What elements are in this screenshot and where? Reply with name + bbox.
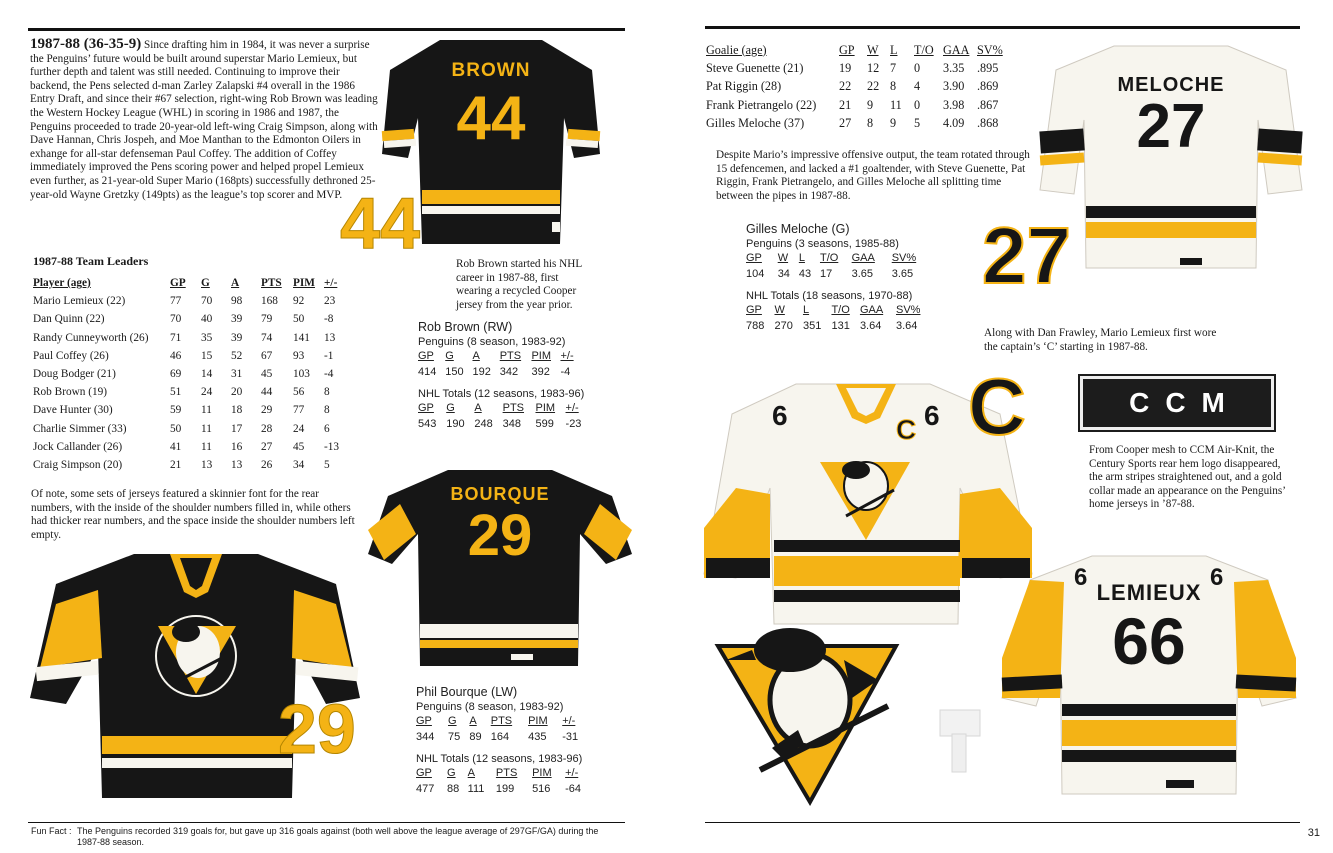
leader-stat-cell: 18 <box>231 404 243 417</box>
leader-stat-cell: -8 <box>324 313 334 326</box>
goalie-stat-cell: .868 <box>977 115 999 130</box>
leader-stat-cell: 67 <box>261 349 273 362</box>
h: PIM <box>535 402 556 414</box>
goalie-row <box>706 78 1006 96</box>
goalie-stat-cell: 7 <box>890 60 897 75</box>
leader-stat-cell: 24 <box>293 422 305 435</box>
goalie-stat-cell: 19 <box>839 60 852 75</box>
leader-name-cell: Randy Cunneyworth (26) <box>33 331 149 344</box>
leader-stat-cell: 27 <box>261 440 273 453</box>
h: W <box>774 304 785 316</box>
goalie-paragraph: Despite Mario’s impressive offensive output, the team rotated through 15 defencemen, and lacked a #1 goaltender, with Steve Guenette, Pat Riggin, Frank Pietrangelo, and Gilles Meloche all splitting time between the pipes in 1987-88. <box>716 149 1030 202</box>
leader-name-cell: Paul Coffey (26) <box>33 349 109 362</box>
leader-stat-cell: 20 <box>231 386 243 399</box>
leader-stat-cell: 26 <box>261 458 273 471</box>
v: 342 <box>499 366 519 378</box>
penguin-crest-image <box>712 620 902 806</box>
leader-row <box>33 292 345 310</box>
v: 435 <box>528 731 547 743</box>
h: PTS <box>495 767 518 779</box>
bourque-pens-table <box>416 713 590 745</box>
goalie-name-cell: Frank Pietrangelo (22) <box>706 97 817 112</box>
leader-stat-cell: 8 <box>324 386 330 399</box>
white-front-shoulder-left: 6 <box>772 400 788 431</box>
col-gp: GP <box>839 42 855 57</box>
lemieux-shoulder-right: 6 <box>1210 564 1224 591</box>
goalie-stat-cell: 22 <box>839 79 852 94</box>
h: PTS <box>502 402 525 414</box>
jersey-note: Of note, some sets of jerseys featured a skinnier font for the rear numbers, with the inside of the shoulder numbers filled in, while others had thicker rear numbers, and the space inside the shoulder numbers left empty. <box>31 488 355 541</box>
h: PIM <box>531 350 552 362</box>
goalie-stat-cell: 0 <box>914 97 921 112</box>
leader-stat-cell: 15 <box>201 349 213 362</box>
leader-stat-cell: 51 <box>170 386 182 399</box>
h: PTS <box>490 715 513 727</box>
leader-stat-cell: 13 <box>201 458 213 471</box>
meloche-nhl-label: NHL Totals (18 seasons, 1970-88) <box>746 290 913 302</box>
leader-stat-cell: 28 <box>261 422 273 435</box>
ccm-logo-text: CCM <box>1129 387 1241 418</box>
leader-name-cell: Jock Callander (26) <box>33 440 123 453</box>
v: 788 <box>746 320 765 332</box>
leader-stat-cell: 74 <box>261 331 273 344</box>
meloche-jersey-number: 27 <box>1136 92 1206 161</box>
brown-stats <box>418 320 618 432</box>
v: 190 <box>446 418 465 430</box>
h: GP <box>416 715 432 727</box>
leader-name-cell: Mario Lemieux (22) <box>33 295 126 308</box>
v: 348 <box>502 418 521 430</box>
team-leaders-header-row <box>33 274 345 292</box>
leader-stat-cell: 17 <box>231 422 243 435</box>
h: T/O <box>819 252 839 264</box>
h: A <box>474 402 482 414</box>
leader-stat-cell: 21 <box>170 458 182 471</box>
leader-stat-cell: 50 <box>170 422 182 435</box>
leader-stat-cell: 45 <box>293 440 305 453</box>
meloche-stats <box>746 222 956 334</box>
leader-stat-cell: 13 <box>231 458 243 471</box>
leader-stat-cell: 31 <box>231 368 243 381</box>
v: 248 <box>474 418 493 430</box>
brown-pens-table <box>418 348 580 380</box>
bourque-jersey-image <box>366 464 634 670</box>
bourque-jersey-name: BOURQUE <box>450 484 550 504</box>
v: 75 <box>448 731 461 743</box>
goalie-row <box>706 114 1006 132</box>
h: PIM <box>528 715 548 727</box>
leader-stat-cell: 52 <box>231 349 243 362</box>
h: G <box>446 402 455 414</box>
h: G <box>447 767 456 779</box>
page-number: 31 <box>1307 827 1320 839</box>
leader-row <box>33 365 345 383</box>
col-pim: PIM <box>293 277 315 290</box>
v: 199 <box>495 783 515 795</box>
leader-stat-cell: -1 <box>324 349 334 362</box>
v: 543 <box>418 418 437 430</box>
brown-jersey-name: BROWN <box>451 60 531 81</box>
h: GP <box>746 304 762 316</box>
goalie-stat-cell: 5 <box>914 115 921 130</box>
h: +/- <box>560 350 574 362</box>
h: G <box>448 715 457 727</box>
goalie-stat-cell: 9 <box>890 115 897 130</box>
v: 192 <box>472 366 491 378</box>
leader-name-cell: Rob Brown (19) <box>33 386 108 399</box>
leader-stat-cell: 45 <box>261 368 273 381</box>
leader-stat-cell: 46 <box>170 349 182 362</box>
h: GP <box>418 350 434 362</box>
v: -4 <box>560 366 571 378</box>
col-pts: PTS <box>261 277 282 290</box>
team-leaders <box>33 254 363 474</box>
goalie-stat-cell: 11 <box>890 97 902 112</box>
leader-stat-cell: 16 <box>231 440 243 453</box>
goalie-stat-cell: 3.35 <box>943 60 965 75</box>
leader-stat-cell: -13 <box>324 440 340 453</box>
leader-stat-cell: 41 <box>170 440 182 453</box>
goalie-row <box>706 96 1006 114</box>
leader-row <box>33 347 345 365</box>
goalie-name-cell: Gilles Meloche (37) <box>706 115 805 130</box>
v: 164 <box>490 731 510 743</box>
v: 111 <box>467 783 485 795</box>
h: SV% <box>891 252 917 264</box>
fun-fact-label: Fun Fact : <box>31 826 72 836</box>
h: +/- <box>565 767 579 779</box>
front-number-patch: 29 <box>278 690 356 768</box>
v: 17 <box>819 268 833 280</box>
v: 3.64 <box>859 320 882 332</box>
leader-stat-cell: -4 <box>324 368 334 381</box>
leader-stat-cell: 39 <box>231 331 243 344</box>
v: 516 <box>532 783 551 795</box>
bourque-jersey-number: 29 <box>467 503 533 568</box>
h: L <box>798 252 805 264</box>
goalie-stat-cell: 4.09 <box>943 115 965 130</box>
fun-fact <box>31 826 621 848</box>
leader-stat-cell: 8 <box>324 404 330 417</box>
leader-stat-cell: 5 <box>324 458 330 471</box>
leader-stat-cell: 11 <box>201 440 212 453</box>
leader-name-cell: Dan Quinn (22) <box>33 313 105 326</box>
meloche-stats-title: Gilles Meloche (G) <box>746 222 850 236</box>
leader-name-cell: Charlie Simmer (33) <box>33 422 127 435</box>
v: 351 <box>802 320 822 332</box>
meloche-pens-table <box>746 250 934 282</box>
goalie-stat-cell: .867 <box>977 97 999 112</box>
col-gaa: GAA <box>943 42 970 57</box>
fun-fact-text: The Penguins recorded 319 goals for, but gave up 316 goals against (both well above the league average of 297GF/GA) during the 1987-88 season. <box>77 826 599 847</box>
leader-stat-cell: 98 <box>231 295 243 308</box>
leader-stat-cell: 29 <box>261 404 273 417</box>
leader-stat-cell: 35 <box>201 331 213 344</box>
intro-paragraph <box>30 38 382 202</box>
leader-stat-cell: 70 <box>201 295 213 308</box>
v: 270 <box>774 320 793 332</box>
leader-stat-cell: 141 <box>293 331 310 344</box>
leader-row <box>33 310 345 328</box>
v: 104 <box>746 268 765 280</box>
col-plusminus: +/- <box>324 277 338 290</box>
v: 3.64 <box>895 320 918 332</box>
h: A <box>467 767 476 779</box>
v: -23 <box>565 418 582 430</box>
team-leaders-title: 1987-88 Team Leaders <box>33 254 149 268</box>
v: -31 <box>562 731 579 743</box>
col-l: L <box>890 42 898 57</box>
h: GAA <box>851 252 875 264</box>
leader-stat-cell: 59 <box>170 404 182 417</box>
leader-stat-cell: 69 <box>170 368 182 381</box>
v: 3.65 <box>891 268 914 280</box>
leader-stat-cell: 11 <box>201 422 212 435</box>
col-to: T/O <box>914 42 934 57</box>
leader-row <box>33 329 345 347</box>
h: +/- <box>565 402 579 414</box>
goalie-name-cell: Pat Riggin (28) <box>706 79 782 94</box>
leader-stat-cell: 44 <box>261 386 273 399</box>
col-g: G <box>201 277 210 290</box>
col-player: Player (age) <box>33 277 91 290</box>
v: 43 <box>798 268 812 280</box>
goalie-name-cell: Steve Guenette (21) <box>706 60 804 75</box>
leader-stat-cell: 13 <box>324 331 336 344</box>
leader-stat-cell: 50 <box>293 313 305 326</box>
meloche-pens-label: Penguins (3 seasons, 1985-88) <box>746 238 899 250</box>
v: 150 <box>445 366 464 378</box>
bourque-pens-label: Penguins (8 season, 1983-92) <box>416 701 564 713</box>
bourque-stats-title: Phil Bourque (LW) <box>416 685 518 699</box>
bourque-stats <box>416 685 616 797</box>
h: G <box>445 350 454 362</box>
goalie-stat-cell: .869 <box>977 79 999 94</box>
h: GAA <box>859 304 884 316</box>
brown-caption-text: Rob Brown started his NHL career in 1987-88, first wearing a recycled Cooper jersey from the year prior. <box>456 258 582 311</box>
bourque-nhl-table <box>416 765 592 797</box>
leader-row <box>33 420 345 438</box>
goalie-header-row <box>706 41 1006 59</box>
h: PIM <box>532 767 552 779</box>
brown-nhl-label: NHL Totals (12 seasons, 1983-96) <box>418 388 585 400</box>
season-heading: 1987-88 (36-35-9) <box>30 36 142 52</box>
col-goalie: Goalie (age) <box>706 42 767 57</box>
h: T/O <box>831 304 850 316</box>
col-gp: GP <box>170 277 186 290</box>
leader-stat-cell: 77 <box>170 295 182 308</box>
brown-caption <box>368 258 592 312</box>
leader-stat-cell: 23 <box>324 295 336 308</box>
leader-row <box>33 383 345 401</box>
leader-stat-cell: 92 <box>293 295 305 308</box>
h: PTS <box>499 350 522 362</box>
meloche-nhl-table <box>746 302 934 334</box>
leader-stat-cell: 11 <box>201 404 212 417</box>
goalie-row <box>706 59 1006 77</box>
h: W <box>777 252 789 264</box>
h: +/- <box>562 715 576 727</box>
goalie-stat-cell: 21 <box>839 97 852 112</box>
leader-name-cell: Dave Hunter (30) <box>33 404 113 417</box>
leader-stat-cell: 71 <box>170 331 182 344</box>
leader-stat-cell: 39 <box>231 313 243 326</box>
leader-stat-cell: 93 <box>293 349 305 362</box>
white-front-shoulder-right: 6 <box>924 400 940 431</box>
meloche-jersey-image <box>1036 40 1306 272</box>
bourque-nhl-label: NHL Totals (12 seasons, 1983-96) <box>416 753 583 765</box>
collar-tag-image <box>936 706 984 776</box>
ccm-logo <box>1080 376 1274 430</box>
goalie-stat-cell: 8 <box>890 79 897 94</box>
lemieux-jersey-number: 66 <box>1112 604 1186 678</box>
v: 3.65 <box>851 268 874 280</box>
goalie-stat-cell: .895 <box>977 60 999 75</box>
v: 392 <box>531 366 550 378</box>
h: SV% <box>895 304 921 316</box>
h: GP <box>746 252 762 264</box>
leader-row <box>33 401 345 419</box>
col-a: A <box>231 277 240 290</box>
col-svpct: SV% <box>977 42 1003 57</box>
v: 599 <box>535 418 554 430</box>
v: -64 <box>565 783 581 795</box>
leader-stat-cell: 56 <box>293 386 305 399</box>
brown-pens-label: Penguins (8 season, 1983-92) <box>418 336 566 348</box>
v: 477 <box>416 783 435 795</box>
leader-stat-cell: 6 <box>324 422 330 435</box>
captain-text: Along with Dan Frawley, Mario Lemieux first wore the captain’s ‘C’ starting in 1987-88. <box>984 327 1217 353</box>
goalie-stat-cell: 4 <box>914 79 921 94</box>
goalie-stat-cell: 22 <box>867 79 880 94</box>
leader-name-cell: Doug Bodger (21) <box>33 368 116 381</box>
lemieux-jersey-name: LEMIEUX <box>1096 580 1202 605</box>
meloche-number-patch: 27 <box>982 211 1071 300</box>
h: A <box>472 350 480 362</box>
v: 34 <box>777 268 790 280</box>
goalie-stat-cell: 8 <box>867 115 874 130</box>
leader-stat-cell: 79 <box>261 313 273 326</box>
leader-stat-cell: 14 <box>201 368 213 381</box>
team-leaders-table <box>33 274 345 474</box>
leader-stat-cell: 77 <box>293 404 305 417</box>
leader-stat-cell: 24 <box>201 386 213 399</box>
lemieux-jersey-image <box>998 548 1300 800</box>
leader-stat-cell: 103 <box>293 368 310 381</box>
goalie-stat-cell: 3.98 <box>943 97 965 112</box>
goalie-stat-cell: 3.90 <box>943 79 965 94</box>
white-front-captain: C <box>896 414 917 445</box>
leader-stat-cell: 34 <box>293 458 305 471</box>
leader-row <box>33 456 345 474</box>
leader-stat-cell: 70 <box>170 313 182 326</box>
goalie-table <box>706 41 1006 132</box>
captain-c-patch: C <box>968 362 1026 451</box>
leader-stat-cell: 40 <box>201 313 213 326</box>
goalie-section <box>706 41 1006 132</box>
leader-row <box>33 438 345 456</box>
intro-body: Since drafting him in 1984, it was never a surprise the Penguins’ future would be built around superstar Mario Lemieux, but further depth and talent was still needed. Continuing to improve their backend, the Pens selected d-man Zarley Zalapski #4 overall in the 1986 Entry Draft, and since their #67 selection, right-wing Rob Brown was leading the Western Hockey League (WHL) in scoring in 1986 and 1987, the Penguins proceeded to trade 20-year-old left-wing Craig Simpson, along with Dave Hannan, Chris Jospeh, and Moe Manthan to the Edmonton Oilers in exhange for all-star defenseman Paul Coffey. The addition of Coffey immediately improved the Pens scoring power and helped propel Lemieux even further, as 21-year-old Super Mario (168pts) successfully dethroned 25-year-old Wayne Gretzky (149pts) as the league’s top scorer and MVP. <box>30 39 378 201</box>
v: 344 <box>416 731 435 743</box>
v: 131 <box>831 320 850 332</box>
v: 88 <box>447 783 460 795</box>
meloche-jersey-name: MELOCHE <box>1117 74 1225 96</box>
h: A <box>469 715 477 727</box>
h: GP <box>416 767 432 779</box>
goalie-stat-cell: 0 <box>914 60 921 75</box>
lemieux-shoulder-left: 6 <box>1074 564 1088 591</box>
v: 414 <box>418 366 437 378</box>
v: 89 <box>469 731 482 743</box>
brown-nhl-table <box>418 400 590 432</box>
h: GP <box>418 402 434 414</box>
ccm-paragraph: From Cooper mesh to CCM Air-Knit, the Century Sports rear hem logo disappeared, the arm stripes straightened out, and a gold collar made an appearance on the Penguins’ home jerseys in ’87-88. <box>1089 444 1286 511</box>
brown-number-patch: 44 <box>340 184 421 264</box>
goalie-stat-cell: 9 <box>867 97 874 112</box>
leader-name-cell: Craig Simpson (20) <box>33 458 123 471</box>
brown-jersey-number: 44 <box>456 84 526 153</box>
brown-stats-title: Rob Brown (RW) <box>418 320 513 334</box>
goalie-stat-cell: 12 <box>867 60 880 75</box>
h: L <box>802 304 810 316</box>
col-w: W <box>867 42 879 57</box>
leader-stat-cell: 168 <box>261 295 278 308</box>
goalie-stat-cell: 27 <box>839 115 852 130</box>
